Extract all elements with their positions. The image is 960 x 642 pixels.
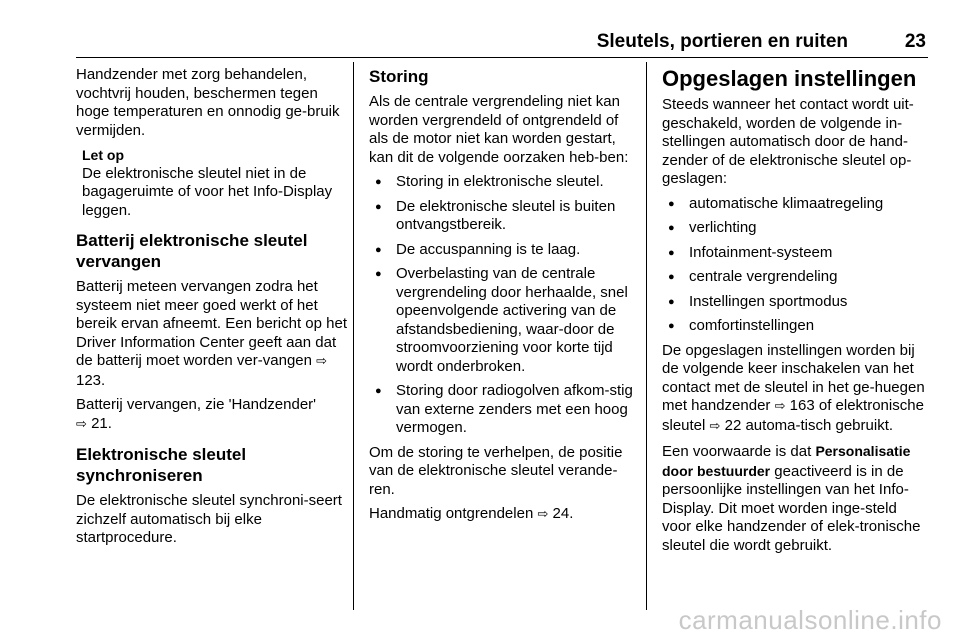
page-ref-link[interactable]: 21. [91,414,112,432]
note-text: De elektronische sleutel niet in de bagageruimte of voor het Info-Display leggen. [82,164,333,219]
list-item: ● automatische klimaatregeling [662,195,928,214]
page-header [76,30,928,60]
causes-list [369,173,635,438]
page-ref-link[interactable]: 22 automa-tisch gebruikt. [724,416,894,434]
column-3 [662,66,928,561]
paragraph-3-text-pre: Een voorwaarde is dat [662,443,812,460]
note-title: Let op [82,147,124,163]
battery-paragraph-2-text: Batterij vervangen, zie 'Handzender' [76,396,317,413]
page-ref-arrow-icon: ⇨ [316,354,328,369]
storing-intro: Als de centrale vergrendeling niet kan worden vergrendeld of ontgrendeld of als de motor niet kan worden gestart, kan dit de volgende oorzaken heb-ben: [369,93,629,166]
fix-paragraph: Om de storing te verhelpen, de positie van de elektronische sleutel verande-ren. [369,443,623,498]
manual-unlock-paragraph [369,505,635,525]
header-divider [76,57,928,58]
list-item: ● centrale vergrendeling [662,268,928,287]
saved-settings-intro: Steeds wanneer het contact wordt uit-geschakeld, worden de volgende in-stellingen automatisch door de hand-zender of de elektronische sleutel op-geslagen: [662,96,914,187]
column-divider-2 [646,62,647,610]
page-ref-link[interactable]: 163 of elektronische sleutel [662,397,924,434]
list-item: ● verlichting [662,219,928,238]
list-item: ● Overbelasting van de centrale vergrendeling door herhaalde, snel opeenvolgende activering van de afstandsbediening, waar-door de stroomvoorziening voor korte tijd wordt onderbroken. [369,265,635,376]
column-1 [76,66,352,554]
list-item: ● Storing in elektronische sleutel. [369,173,635,192]
list-item: ● comfortinstellingen [662,317,928,336]
list-item: ● De elektronische sleutel is buiten ontvangstbereik. [369,198,635,235]
page-ref-arrow-icon: ⇨ [709,418,721,434]
list-item: ● Storing door radiogolven afkom-stig van externe zenders met een hoog vermogen. [369,382,635,438]
saved-settings-paragraph-2-text: De opgeslagen instellingen worden bij de volgende keer inschakelen van het contact met de sleutel in het ge-huegen met handzender [662,341,925,414]
battery-heading: Batterij elektronische sleutel vervangen [76,231,308,271]
watermark: carmanualsonline.info [678,605,942,635]
intro-paragraph: Handzender met zorg behandelen, vochtvrij houden, beschermen tegen hoge temperaturen en onnodig ge-bruik vermijden. [76,66,340,139]
column-divider-1 [353,62,354,610]
sync-paragraph: De elektronische sleutel synchroni-seert zichzelf automatisch bij elke startprocedure. [76,492,342,546]
storing-heading: Storing [369,67,429,86]
page-ref-arrow-icon: ⇨ [76,416,87,432]
page-ref-arrow-icon: ⇨ [537,507,549,522]
page-ref-link[interactable]: 123. [76,371,106,389]
list-item: ● Instellingen sportmodus [662,293,928,312]
paragraph-3-text-post: geactiveerd is in de persoonlijke instellingen van het Info-Display. Dit moet worden inge-steld voor elke handzender of elek-tronische sleutel die wordt gebruikt. [662,462,921,554]
battery-paragraph-1 [76,278,352,390]
column-2 [369,66,635,531]
page-ref-arrow-icon: ⇨ [774,399,786,414]
battery-paragraph-2 [76,396,352,434]
saved-settings-paragraph-3 [662,442,928,555]
page-ref-link[interactable]: 24. [552,505,574,522]
settings-list [662,195,928,336]
battery-paragraph-1-text: Batterij meteen vervangen zodra het systeem niet meer goed werkt of het bereik ervan afneemt. Een bericht op het Driver Information Center geeft aan dat de batterij moet worden ver-vangen [76,278,347,369]
note-block [76,146,352,220]
sync-heading: Elektronische sleutel synchroniseren [76,445,247,485]
personalisation-term: Personalisatie door bestuurder [662,443,911,479]
page-number: 23 [904,31,926,52]
page-title: Sleutels, portieren en ruiten [596,31,848,52]
saved-settings-paragraph-2 [662,342,928,437]
list-item: ● Infotainment-systeem [662,244,928,263]
manual-unlock-text: Handmatig ontgrendelen [369,505,534,522]
list-item: ● De accuspanning is te laag. [369,241,635,260]
saved-settings-heading: Opgeslagen instellingen [662,66,917,91]
